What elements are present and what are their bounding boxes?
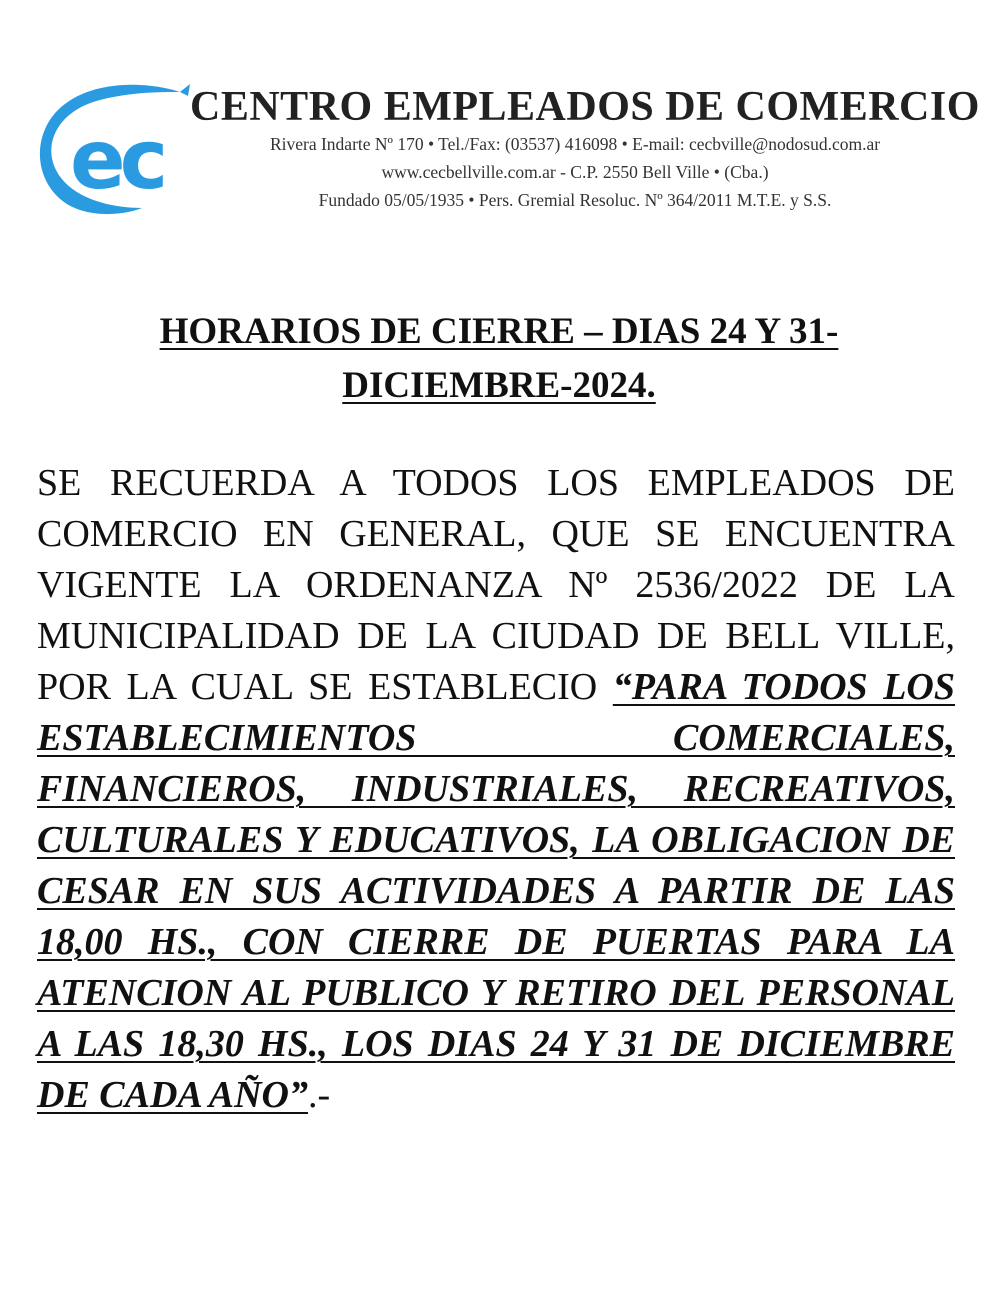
notice-ending: .- bbox=[308, 1074, 331, 1116]
notice-body bbox=[37, 458, 955, 1121]
notice-title bbox=[40, 305, 958, 413]
notice-title-line1: HORARIOS DE CIERRE – DIAS 24 Y 31- bbox=[159, 311, 839, 352]
notice-title-line2: DICIEMBRE-2024. bbox=[342, 365, 656, 406]
cec-logo bbox=[30, 80, 190, 218]
org-founded: Fundado 05/05/1935 • Pers. Gremial Resoluc. Nº 364/2011 M.T.E. y S.S. bbox=[318, 190, 832, 210]
logo-lettering: ec bbox=[70, 113, 163, 208]
notice-intro: SE RECUERDA A TODOS LOS EMPLEADOS DE COMERCIO EN GENERAL, QUE SE ENCUENTRA VIGENTE LA ORDENANZA Nº 2536/2022 DE LA MUNICIPALIDAD DE LA CIUDAD DE BELL VILLE, POR LA CUAL SE ESTABLECIO bbox=[37, 462, 955, 708]
notice-quote: “PARA TODOS LOS ESTABLECIMIENTOS COMERCIALES, FINANCIEROS, INDUSTRIALES, RECREATIVOS, CULTURALES Y EDUCATIVOS, LA OBLIGACION DE CESAR EN SUS ACTIVIDADES A PARTIR DE LAS 18,00 HS., CON CIERRE DE PUERTAS PARA LA ATENCION AL PUBLICO Y RETIRO DEL PERSONAL A LAS 18,30 HS., LOS DIAS 24 Y 31 DE DICIEMBRE DE CADA AÑO” bbox=[37, 666, 956, 1116]
org-name: CENTRO EMPLEADOS DE COMERCIO bbox=[190, 84, 980, 130]
org-header bbox=[190, 84, 980, 214]
org-website: www.cecbellville.com.ar - C.P. 2550 Bell Ville • (Cba.) bbox=[381, 162, 769, 182]
cec-logo-graphic bbox=[30, 80, 190, 218]
org-address: Rivera Indarte Nº 170 • Tel./Fax: (03537) 416098 • E-mail: cecbville@nodosud.com.ar bbox=[269, 134, 881, 154]
